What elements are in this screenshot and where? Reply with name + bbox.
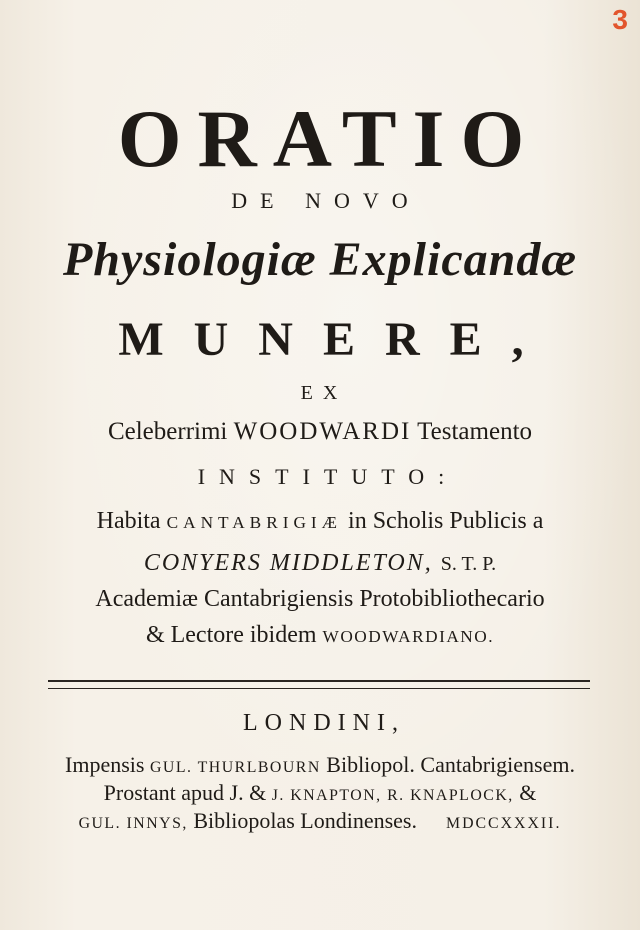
prostant-post: & (519, 780, 537, 805)
imprint-gul-line (0, 808, 640, 834)
title-main: ORATIO (117, 93, 541, 184)
celeb-post: Testamento (417, 418, 533, 445)
impensis-post: Bibliopol. Cantabrigiensem. (326, 752, 575, 777)
celeb-name: WOODWARDI (233, 418, 412, 445)
celeb-pre: Celeberrimi (107, 418, 228, 445)
habita-pre: Habita (96, 508, 161, 534)
imprint-impensis-line (0, 752, 640, 778)
divider-rule-thin (48, 688, 590, 689)
title-de-novo: DE NOVO (231, 188, 421, 213)
delivery-habita-line (0, 508, 640, 535)
title-subject: Physiologiæ Explicandæ (62, 233, 578, 286)
impensis-name: GUL. THURLBOURN (149, 759, 321, 776)
habita-post: in Scholis Publicis a (348, 508, 544, 534)
imprint-place: LONDINI, (243, 710, 405, 736)
delivery-author-line (0, 550, 640, 577)
imprint-year: MDCCXXXII. (446, 815, 562, 832)
imprint-prostant-line (0, 780, 640, 806)
lectore-name: WOODWARDIANO. (322, 627, 495, 646)
gul-post: Bibliopolas Londinenses. (193, 808, 417, 833)
delivery-lectore-line (0, 622, 640, 649)
habita-place: CANTABRIGIÆ (166, 513, 343, 532)
title-instituto: INSTITUTO: (197, 464, 459, 489)
impensis-pre: Impensis (65, 752, 145, 777)
gul-name: GUL. INNYS, (78, 815, 188, 832)
delivery-academiae-line: Academiæ Cantabrigiensis Protobibliothecario (95, 586, 545, 612)
author-degree: S. T. P. (440, 553, 497, 575)
prostant-name-1: J. KNAPTON, (271, 787, 382, 804)
title-munere: MUNERE, (118, 313, 554, 366)
author-name: CONYERS MIDDLETON, (143, 550, 433, 576)
page-number: 3 (612, 4, 628, 35)
title-testament-line (0, 418, 640, 446)
divider-rule-thick (48, 680, 590, 682)
title-ex: EX (300, 382, 348, 404)
lectore-pre: & Lectore ibidem (145, 622, 317, 648)
prostant-name-2: R. KNAPLOCK, (387, 787, 514, 804)
prostant-pre: Prostant apud J. & (103, 780, 267, 805)
